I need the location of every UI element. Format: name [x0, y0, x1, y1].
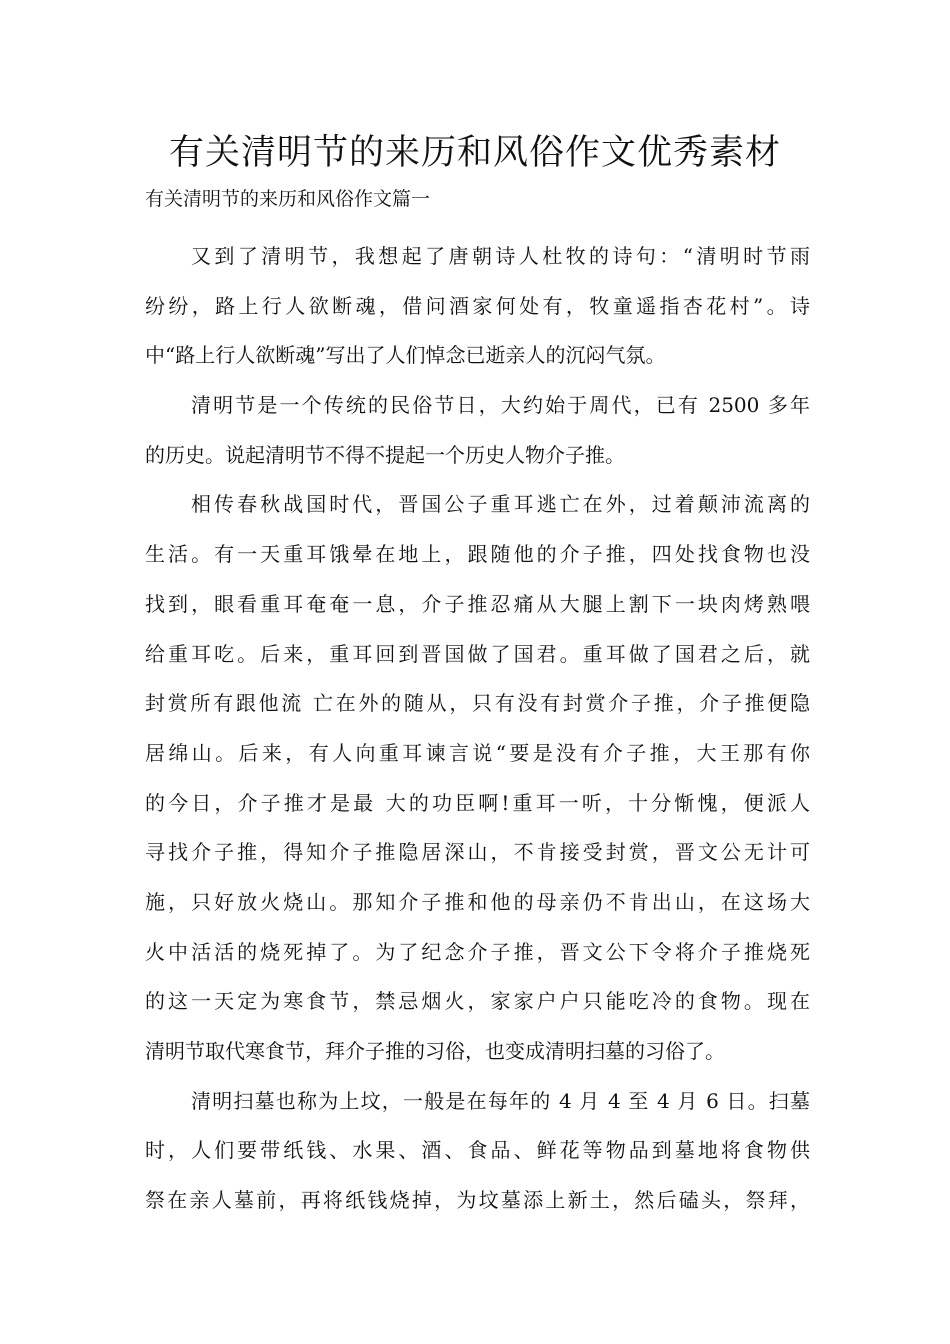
paragraph-line: 火中活活的烧死掉了。为了纪念介子推，晋文公下令将介子推烧死 — [145, 939, 810, 964]
paragraph — [145, 381, 810, 480]
paragraph — [145, 232, 810, 381]
paragraph — [145, 480, 810, 1076]
paragraph-line: 纷纷，路上行人欲断魂，借问酒家何处有，牧童遥指杏花村”。诗 — [145, 293, 810, 318]
document-body — [145, 232, 810, 1226]
document-title: 有关清明节的来历和风俗作文优秀素材 — [168, 133, 781, 173]
paragraph-line: 相传春秋战国时代，晋国公子重耳逃亡在外，过着颠沛流离的 — [191, 492, 810, 517]
paragraph-line: 施，只好放火烧山。那知介子推和他的母亲仍不肯出山，在这场大 — [145, 889, 810, 914]
paragraph-line: 又到了清明节，我想起了唐朝诗人杜牧的诗句：“清明时节雨 — [191, 244, 810, 268]
paragraph-line: 的这一天定为寒食节，禁忌烟火，家家户户只能吃冷的食物。现在 — [145, 989, 810, 1014]
paragraph-line: 封赏所有跟他流 亡在外的随从，只有没有封赏介子推，介子推便隐 — [145, 691, 810, 716]
document-subtitle: 有关清明节的来历和风俗作文篇一 — [145, 188, 431, 210]
paragraph-line: 生活。有一天重耳饿晕在地上，跟随他的介子推，四处找食物也没 — [145, 542, 810, 567]
paragraph-line: 给重耳吃。后来，重耳回到晋国做了国君。重耳做了国君之后，就 — [145, 641, 810, 666]
paragraph-line: 中“路上行人欲断魂”写出了人们悼念已逝亲人的沉闷气氛。 — [145, 343, 666, 368]
paragraph-line: 寻找介子推，得知介子推隐居深山，不肯接受封赏，晋文公无计可 — [145, 840, 810, 865]
paragraph-line: 清明节取代寒食节，拜介子推的习俗，也变成清明扫墓的习俗了。 — [145, 1039, 725, 1063]
paragraph-line: 的历史。说起清明节不得不提起一个历史人物介子推。 — [145, 442, 625, 467]
paragraph — [145, 1077, 810, 1226]
paragraph-line: 时，人们要带纸钱、水果、酒、食品、鲜花等物品到墓地将食物供 — [145, 1138, 810, 1163]
paragraph-line: 的今日，介子推才是最 大的功臣啊!重耳一听，十分惭愧，便派人 — [145, 790, 810, 815]
paragraph-line: 清明节是一个传统的民俗节日，大约始于周代，已有 2500 多年 — [191, 393, 810, 418]
paragraph-line: 祭在亲人墓前，再将纸钱烧掉，为坟墓添上新土，然后磕头，祭拜， — [145, 1188, 810, 1213]
paragraph-line: 清明扫墓也称为上坟，一般是在每年的 4 月 4 至 4 月 6 日。扫墓 — [191, 1088, 810, 1113]
paragraph-line: 居绵山。后来，有人向重耳谏言说“要是没有介子推，大王那有你 — [145, 740, 810, 765]
paragraph-line: 找到，眼看重耳奄奄一息，介子推忍痛从大腿上割下一块肉烤熟喂 — [145, 591, 810, 616]
